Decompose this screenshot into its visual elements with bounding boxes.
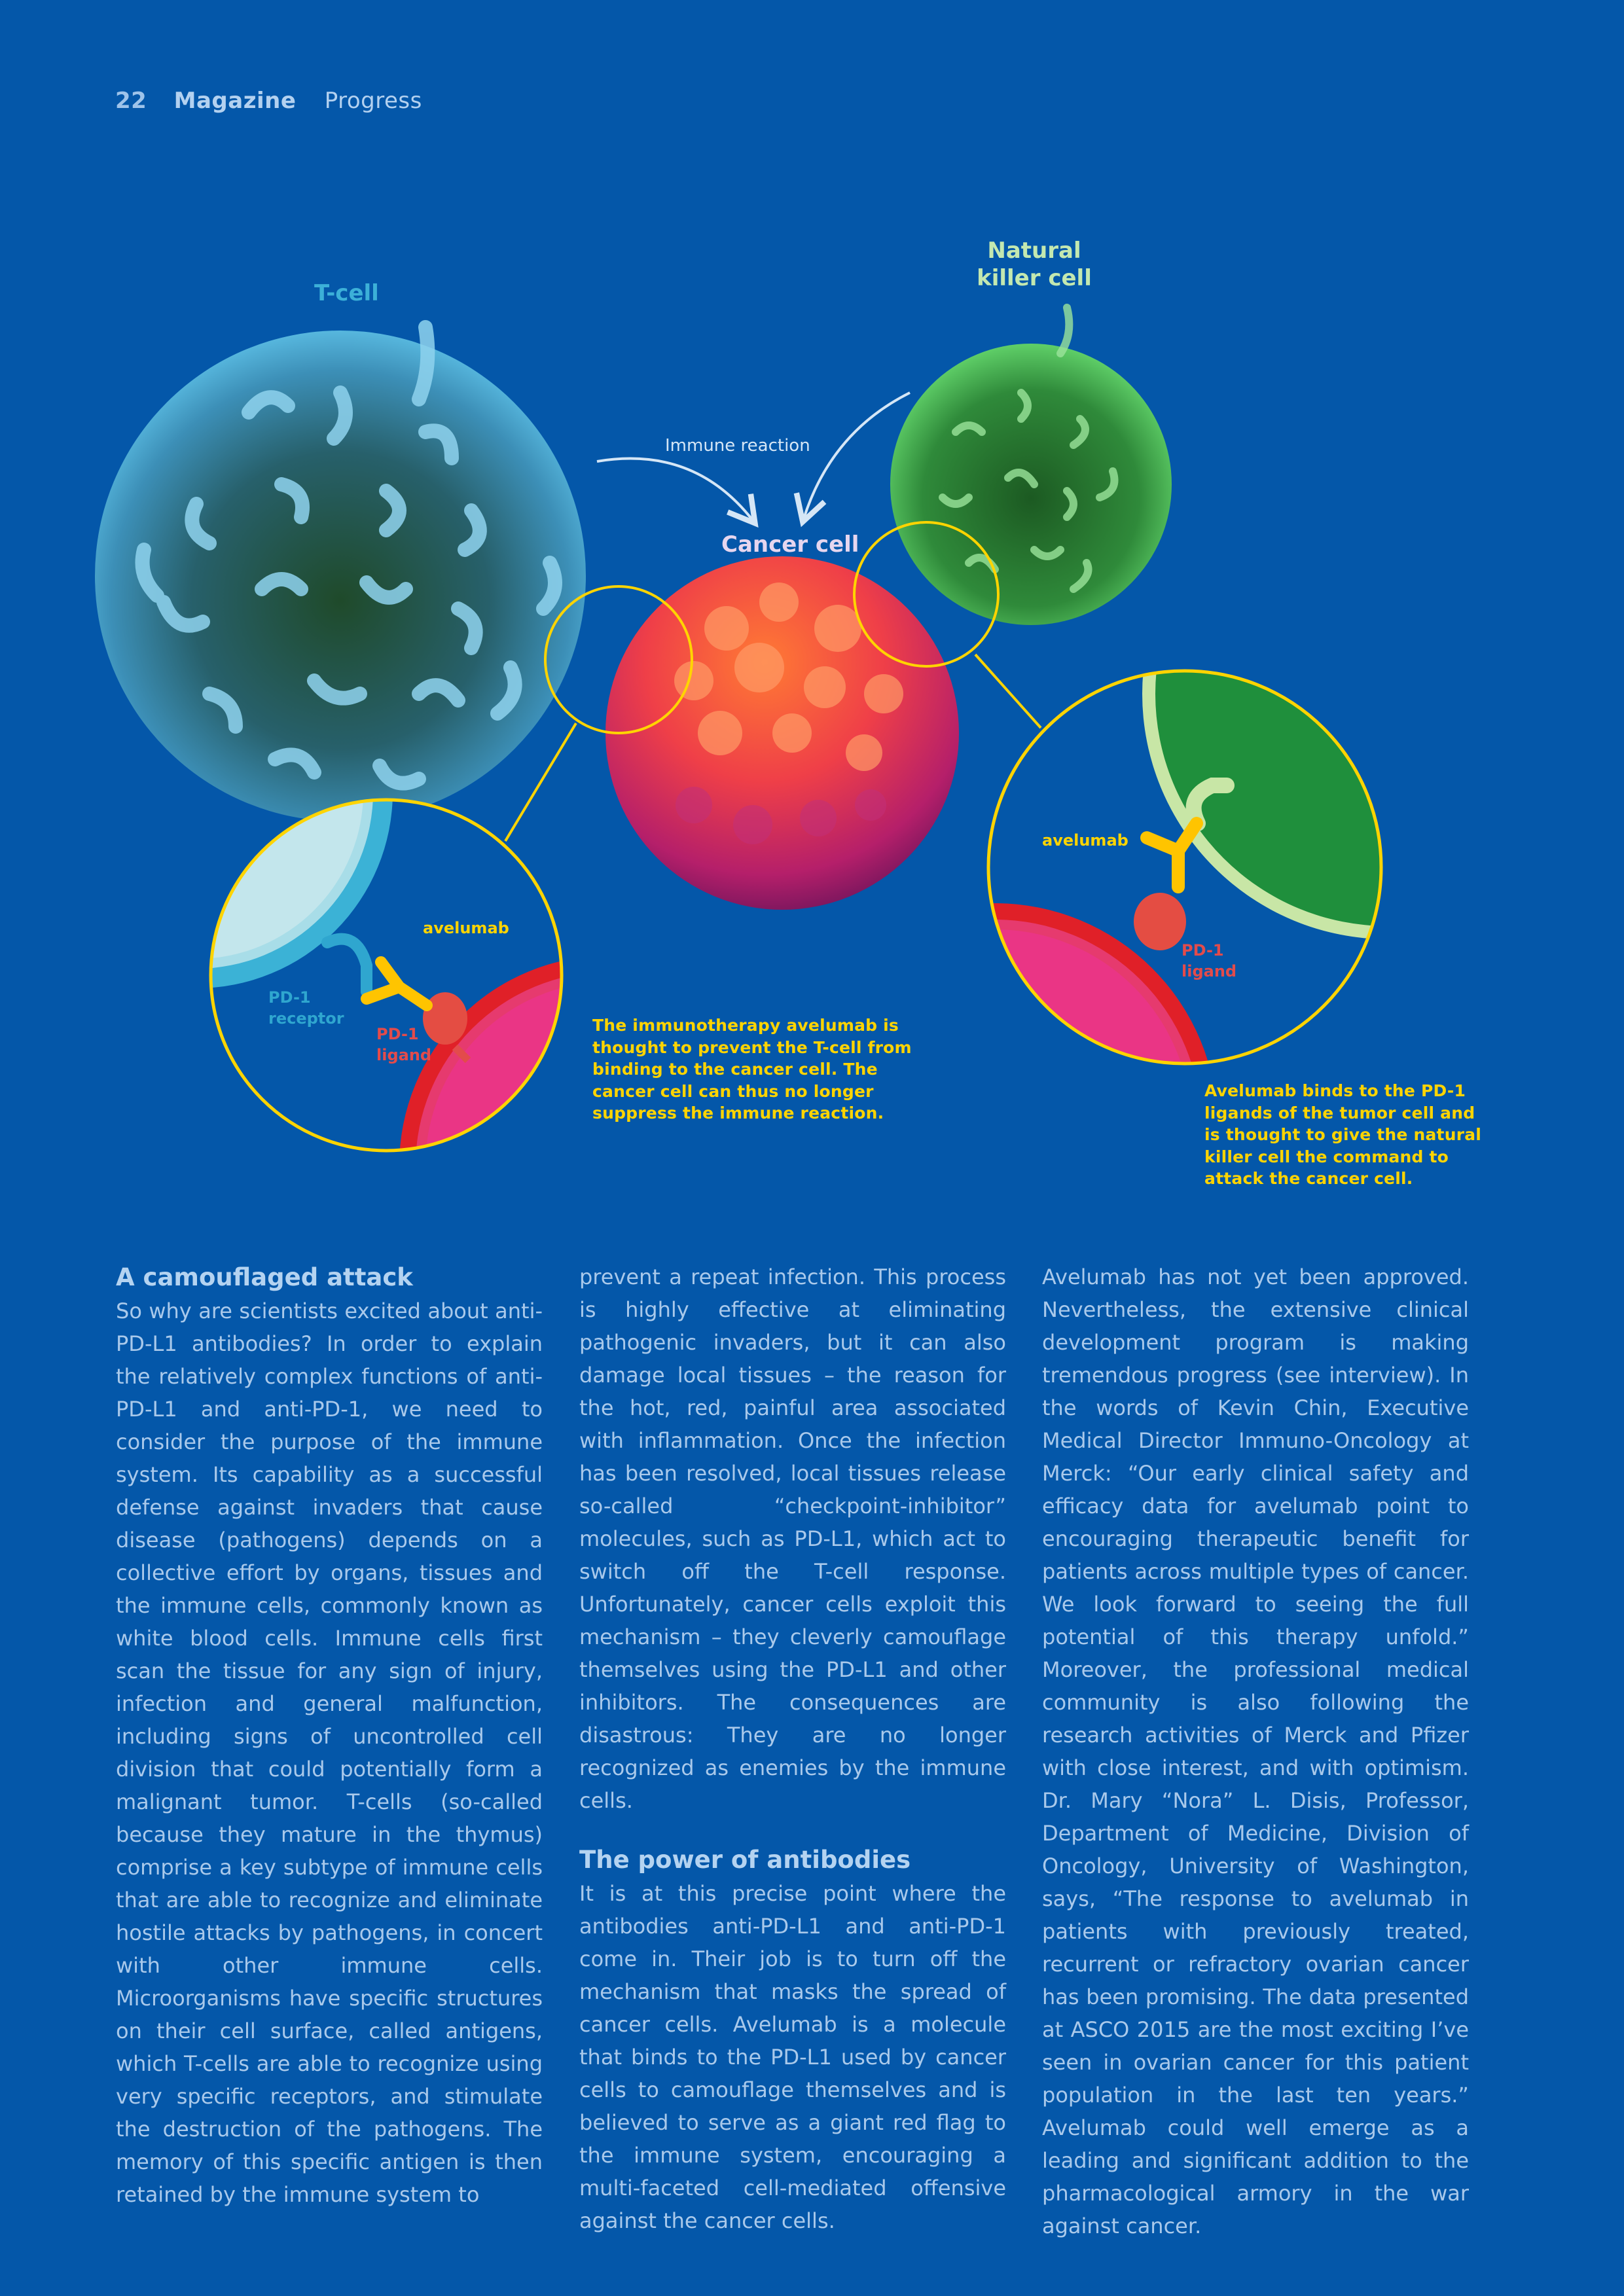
heading-power-of-antibodies: The power of antibodies <box>579 1846 911 1874</box>
magazine-title: Magazine <box>173 88 297 114</box>
connector-right <box>975 655 1041 728</box>
page-number: 22 <box>115 88 147 114</box>
caption-left: The immunotherapy avelumab is thought to prevent the T-cell from binding to the cancer cell. The cancer cell can thus no longer suppress the immune reaction. <box>592 1016 912 1122</box>
label-pd1-ligand-right: PD-1 ligand <box>1182 941 1237 980</box>
paragraph-col2-b: It is at this precise point where the antibodies anti-PD-L1 and anti-PD-1 come in. Their job is to turn off the mechanism that masks the spread of cancer cells. Avelumab is a molecule that binds to the PD-L1 used by cancer cells to camouflage themselves and is believed to serve as a giant red flag to the immune system, encouraging a multi-faceted cell-mediated offensive against the cancer cells. <box>579 1881 1006 2233</box>
natural-killer-cell-image <box>890 308 1172 625</box>
label-immune-reaction: Immune reaction <box>665 436 810 456</box>
paragraph-col3: Avelumab has not yet been approved. Nevertheless, the extensive clinical development program is making tremendous progress (see interview). In the words of Kevin Chin, Executive Medical Director Immuno-Oncology at Merck: “Our early clinical safety and efficacy data for avelumab point to encouraging therapeutic benefit for patients across multiple types of cancer. We look forward to seeing the full potential of this therapy unfold.” Moreover, the professional medical community is also following the research activities of Merck and Pfizer with close interest, and with optimism. Dr. Mary “Nora” L. Disis, Professor, Department of Medicine, Division of Oncology, University of Washington, says, “The response to avelumab in patients with previously treated, recurrent or refractory ovarian cancer has been promising. The data presented at ASCO 2015 are the most exciting I’ve seen in ovarian cancer for this patient population in the last ten years.” Avelumab could well emerge as a leading and significant addition to the pharmacological armory in the war against cancer. <box>1042 1265 1469 2238</box>
paragraph-col2-a: prevent a repeat infection. This process is highly effective at eliminating pathogenic invaders, but it can also damage local tissues – the reason for the hot, red, painful area associated with inflammation. Once the infection has been resolved, local tissues release so-called “checkpoint-inhibitor” molecules, such as PD-L1, which act to switch off the T-cell response. Unfortunately, cancer cells exploit this mechanism – they cleverly camouflage themselves using the PD-L1 and other inhibitors. The consequences are disastrous: They are no longer recognized as enemies by the immune cells. <box>579 1265 1006 1813</box>
t-cell-image <box>95 327 586 821</box>
heading-camouflaged-attack: A camouflaged attack <box>116 1263 413 1291</box>
label-avelumab-right: avelumab <box>1042 831 1128 850</box>
caption-right: Avelumab binds to the PD-1 ligands of the tumor cell and is thought to give the natural killer cell the command to attack the cancer cell. <box>1204 1081 1482 1188</box>
page-header <box>115 88 422 114</box>
article-column-1 <box>116 1261 543 2211</box>
article-column-3 <box>1042 1261 1469 2242</box>
label-avelumab-left: avelumab <box>423 919 509 937</box>
immune-cells-figure <box>0 196 1624 1217</box>
section-title: Progress <box>324 88 422 114</box>
paragraph-col1: So why are scientists excited about anti-PD-L1 antibodies? In order to explain the relatively complex functions of anti-PD-L1 and anti-PD-1, we need to consider the purpose of the immune system. Its capability as a successful defense against invaders that cause disease (pathogens) depends on a collective effort by organs, tissues and the immune cells, commonly known as white blood cells. Immune cells first scan the tissue for any sign of injury, infection and general malfunction, including signs of uncontrolled cell division that could potentially form a malignant tumor. T-cells (so-called because they mature in the thymus) comprise a key subtype of immune cells that are able to recognize and eliminate hostile attacks by pathogens, in concert with other immune cells. Microorganisms have specific structures on their cell surface, called antigens, which T-cells are able to recognize using very specific receptors, and stimulate the destruction of the pathogens. The memory of this specific antigen is then retained by the immune system to <box>116 1299 543 2207</box>
label-pd1-ligand-left: PD-1 ligand <box>376 1025 432 1064</box>
label-pd1-receptor: PD-1 receptor <box>268 988 344 1028</box>
label-natural-killer-cell: Natural killer cell <box>977 238 1092 291</box>
label-t-cell: T-cell <box>314 280 379 306</box>
article-column-2 <box>579 1261 1006 2237</box>
label-cancer-cell: Cancer cell <box>721 531 859 558</box>
immune-reaction-arrow-left <box>597 459 753 520</box>
cancer-cell-image <box>605 556 959 910</box>
